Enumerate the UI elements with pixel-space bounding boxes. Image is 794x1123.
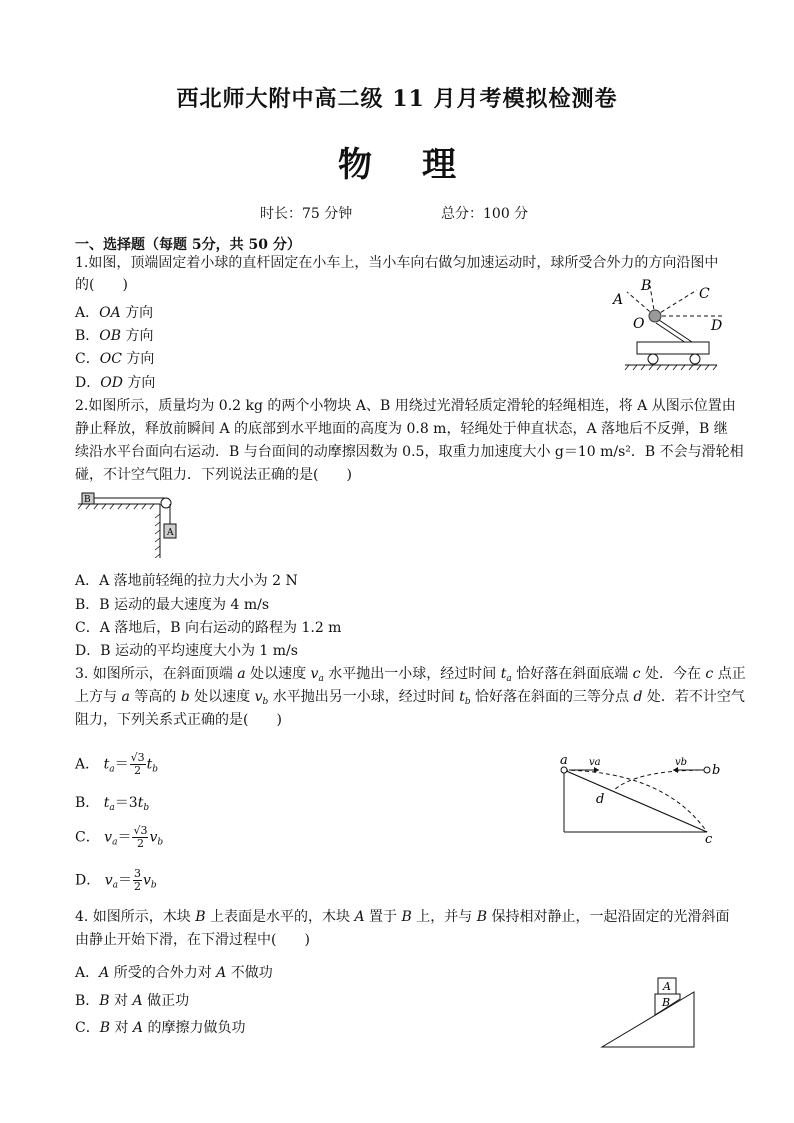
q2-stem-line4: 碰，不计空气阻力．下列说法正确的是( ): [75, 467, 352, 483]
q4-stem-line2: 由静止开始下滑，在下滑过程中( ): [75, 932, 310, 948]
q2-stem-line3: 续沿水平台面向右运动．B 与台面间的动摩擦因数为 0.5，取重力加速度大小 g＝10 m/s²．B 不会与滑轮相: [75, 444, 744, 460]
q2-stem-line2: 静止释放，释放前瞬间 A 的底部到水平地面的高度为 0.8 m，轻绳处于伸直状态，A 落地后不反弹，B 继: [75, 421, 728, 437]
q3-stem-line3: 阻力，下列关系式正确的是( ): [75, 712, 282, 728]
q4-option-c: C．B 对 A 的摩擦力做负功: [75, 1020, 246, 1036]
q2-label-b: B: [84, 495, 91, 505]
q1-option-d: D．OD 方向: [75, 375, 156, 391]
q4-option-a: A．A 所受的合外力对 A 不做功: [75, 965, 273, 981]
q4-label-a: A: [663, 980, 671, 993]
q1-label-c: C: [699, 286, 710, 302]
q1-label-d: D: [711, 318, 723, 334]
q3-option-d: D． $v_a=$ $\frac{3}{2}$ $v_b$: [75, 867, 157, 893]
q1-label-o: O: [633, 316, 645, 332]
q3-label-c: c: [705, 832, 713, 844]
q3-label-d: d: [596, 792, 605, 807]
q4-stem-line1: 4. 如图所示，木块 B 上表面是水平的，木块 A 置于 B 上，并与 B 保持相对静止，一起沿固定的光滑斜面: [75, 909, 730, 925]
exam-duration: 时长：75 分钟: [260, 206, 353, 222]
q1-option-a: A．OA 方向: [75, 305, 154, 321]
q2-option-d: D．B 运动的平均速度大小为 1 m/s: [75, 643, 298, 659]
q3-stem-line1: 3. 如图所示，在斜面顶端 a 处以速度 $v_a$ 水平抛出一小球，经过时间 $t_a$ 恰好落在斜面底端 c 处．今在 c 点正: [75, 666, 746, 684]
q1-label-b: B: [641, 278, 652, 294]
q1-option-b: B．OB 方向: [75, 328, 154, 344]
q3-label-a: a: [560, 753, 568, 768]
q3-label-b: b: [712, 763, 721, 778]
q1-label-a: A: [613, 292, 624, 308]
subject-title: 物理: [338, 145, 506, 185]
q3-figure-incline: [555, 752, 725, 844]
q4-label-b: B: [662, 996, 671, 1009]
q3-option-c: C． $v_a=$ $\frac{√3}{2}$ $v_b$: [75, 824, 164, 850]
q2-label-a: A: [167, 528, 174, 538]
exam-title: 西北师大附中高二级 11 月月考模拟检测卷: [176, 86, 618, 112]
section-heading: 一、选择题（每题 5分，共 50 分）: [75, 237, 301, 253]
q4-figure-incline-blocks: [600, 972, 700, 1050]
q3-option-b: B． $t_a=3t_b$: [75, 795, 150, 813]
q1-figure-cart: [605, 276, 735, 376]
q3-stem-line2: 上方与 a 等高的 b 处以速度 $v_b$ 水平抛出另一小球，经过时间 $t_b$ 恰好落在斜面的三等分点 d 处．若不计空气: [75, 689, 745, 707]
exam-total-score: 总分：100 分: [441, 206, 529, 222]
q3-option-a: A． $t_a=$ $\frac{√3}{2}$ $t_b$: [75, 751, 158, 777]
q2-option-a: A．A 落地前轻绳的拉力大小为 2 N: [75, 573, 298, 589]
q2-option-c: C．A 落地后，B 向右运动的路程为 1.2 m: [75, 620, 342, 636]
q1-stem-line2: 的( ): [75, 277, 128, 293]
q1-option-c: C．OC 方向: [75, 351, 155, 367]
q3-label-vb: vb: [675, 757, 688, 768]
q2-figure-pulley: [78, 490, 198, 562]
q2-option-b: B．B 运动的最大速度为 4 m/s: [75, 597, 270, 613]
q1-stem-line1: 1.如图，顶端固定着小球的直杆固定在小车上，当小车向右做匀加速运动时，球所受合外力的方向沿图中: [75, 255, 719, 271]
q4-option-b: B．B 对 A 做正功: [75, 993, 190, 1009]
q2-stem-line1: 2.如图所示，质量均为 0.2 kg 的两个小物块 A、B 用绕过光滑轻质定滑轮的轻绳相连，将 A 从图示位置由: [75, 398, 736, 414]
q3-label-va: va: [589, 757, 601, 768]
